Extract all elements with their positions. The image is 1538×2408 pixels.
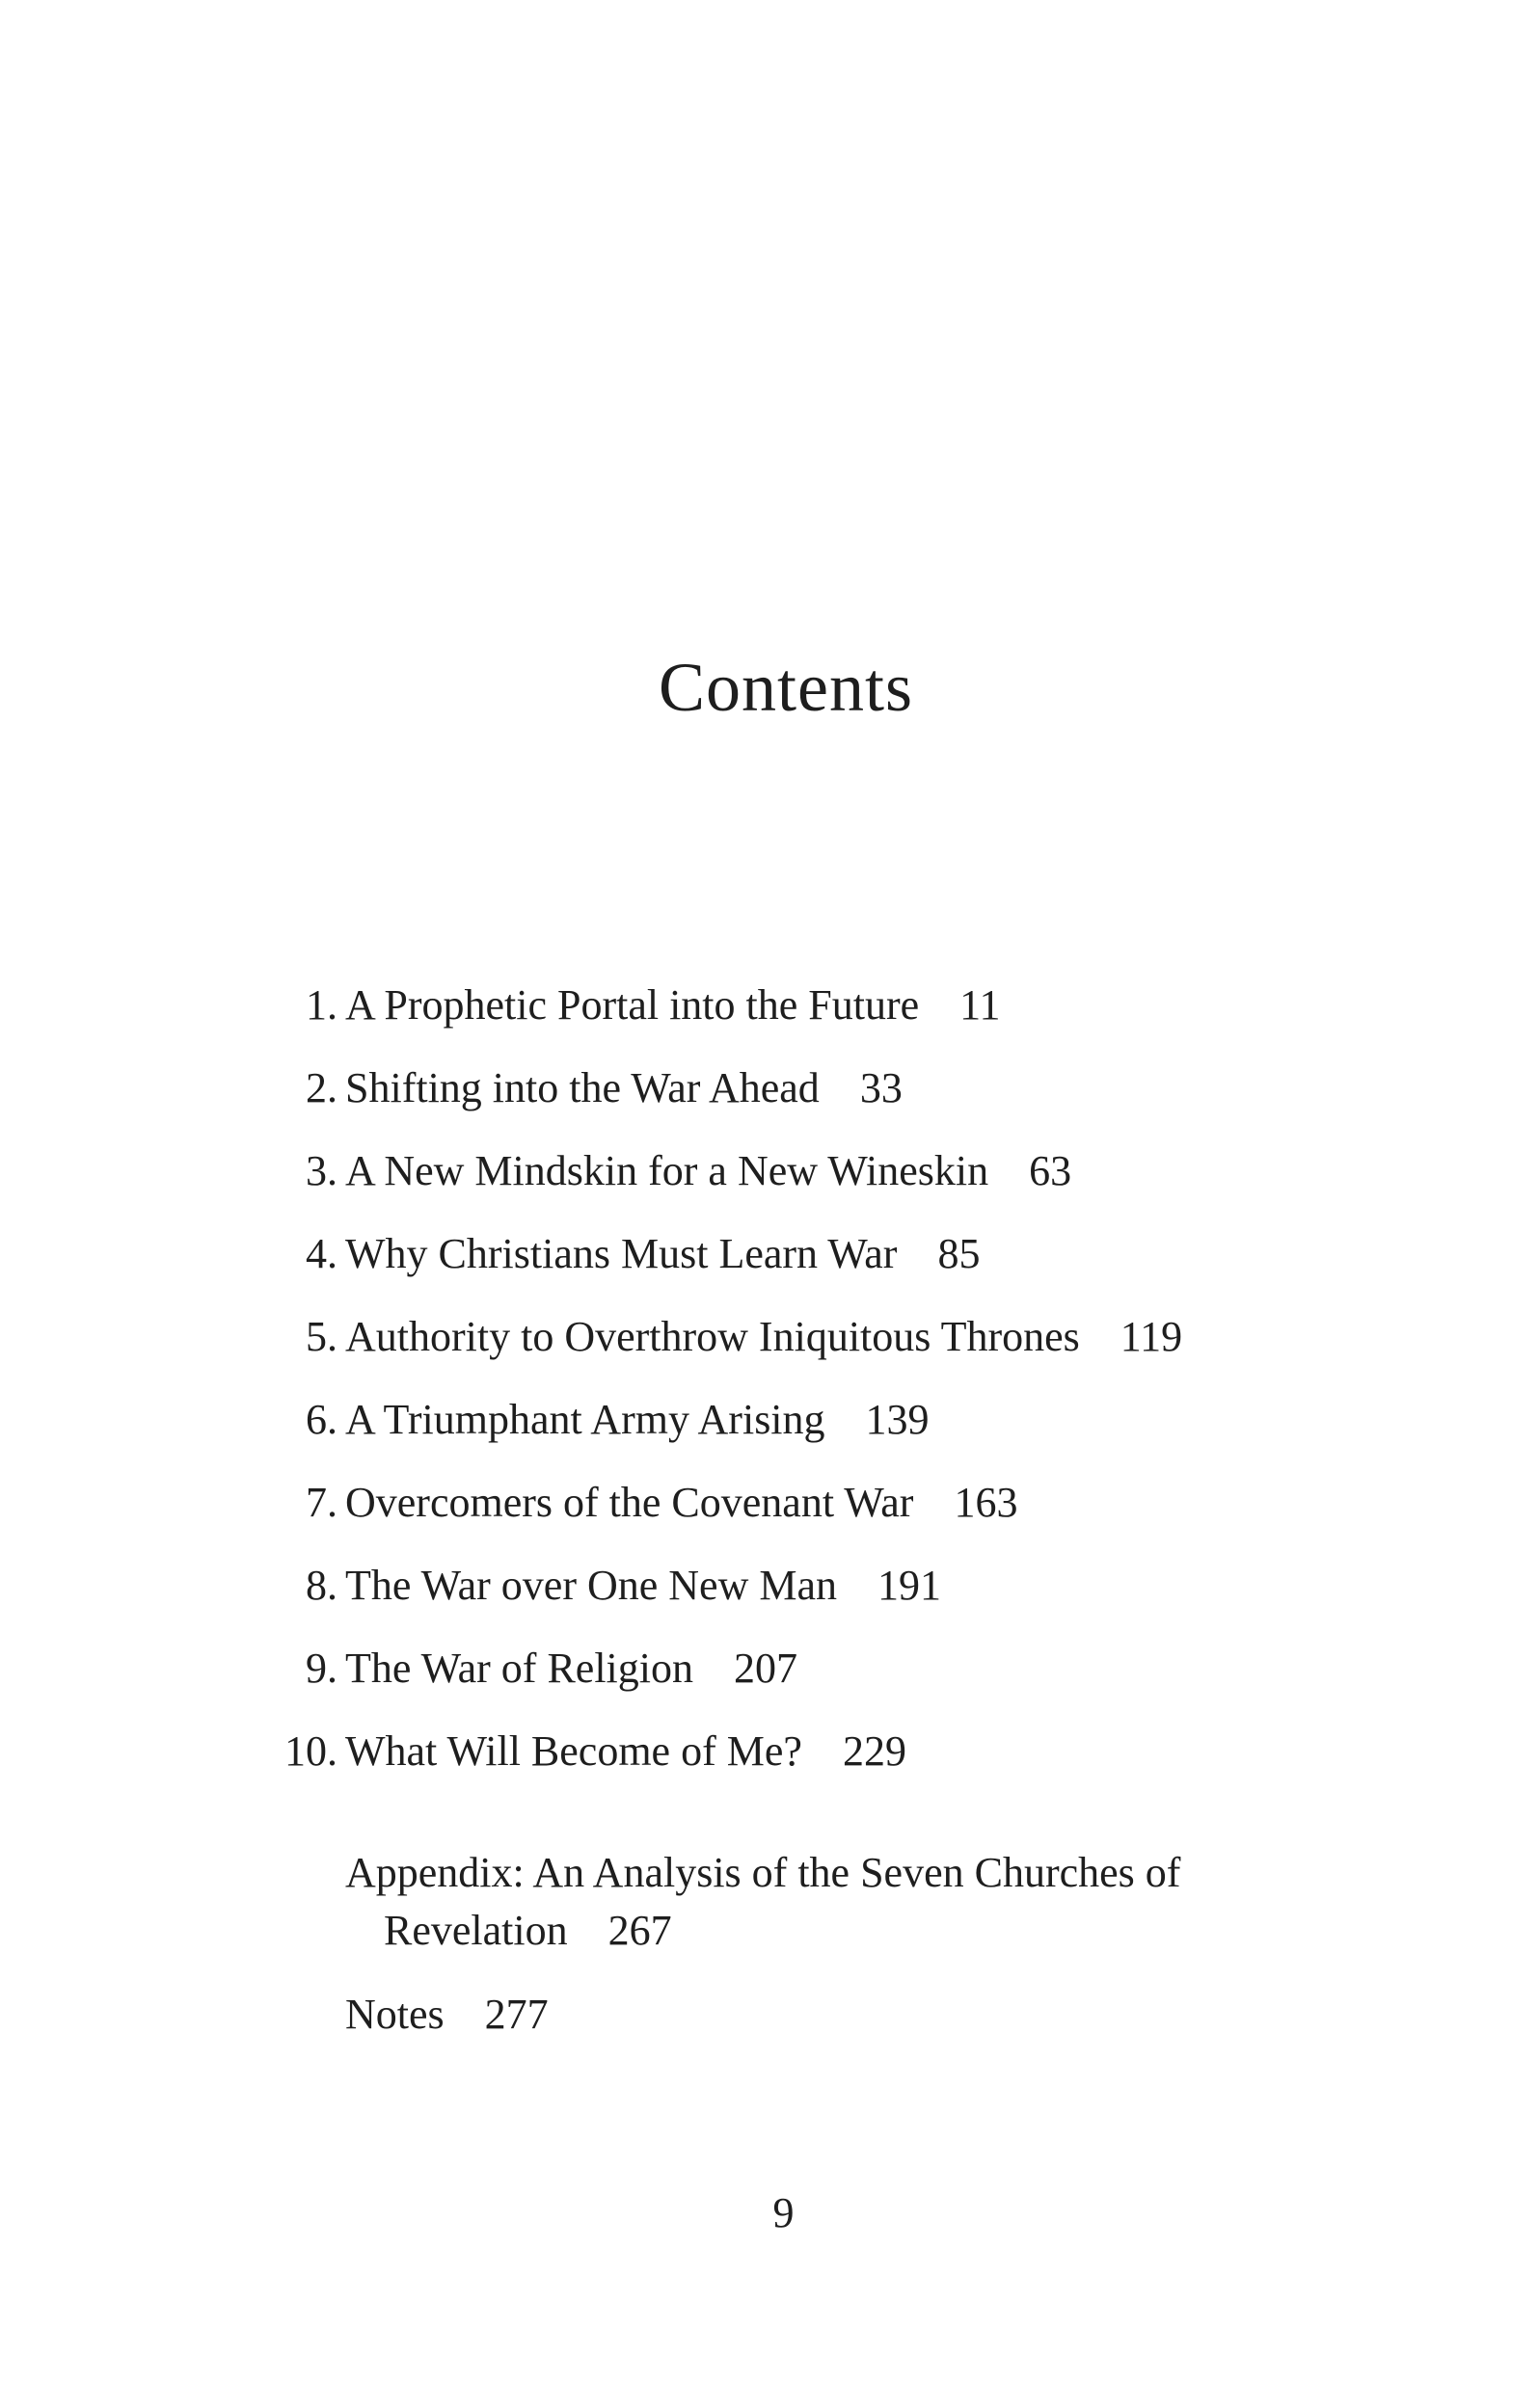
chapter-title-text: Overcomers of the Covenant War [345,1479,914,1526]
toc-entry-10 [0,1720,1538,1803]
toc-entry-6 [0,1388,1538,1471]
chapter-title [345,1139,1071,1203]
chapter-title-text: A New Mindskin for a New Wineskin [345,1147,989,1194]
chapter-title [345,1057,903,1120]
appendix-page-number: 267 [607,1907,672,1954]
chapter-title [345,974,1001,1037]
chapter-page-number: 139 [865,1396,930,1443]
page-number: 9 [772,2189,795,2236]
toc-notes [345,1986,549,2044]
chapter-title [345,1554,941,1618]
chapter-title [345,1637,797,1700]
chapter-page-number: 207 [734,1645,798,1692]
chapter-number: 8. [306,1562,337,1609]
chapter-title [345,1471,1017,1535]
chapter-title-text: Authority to Overthrow Iniquitous Thrones [345,1313,1080,1360]
toc-entry-2 [0,1057,1538,1139]
chapter-page-number: 229 [842,1727,906,1775]
chapter-number: 5. [306,1313,337,1360]
chapter-title [345,1222,980,1286]
appendix-title-line2 [345,1902,1180,1960]
toc-entry-3 [0,1139,1538,1222]
chapter-number: 6. [306,1396,337,1443]
chapter-page-number: 85 [937,1230,981,1277]
chapter-title-text: A Triumphant Army Arising [345,1396,825,1443]
chapter-title [345,1388,930,1452]
chapter-number: 9. [306,1645,337,1692]
appendix-title-line1: Appendix: An Analysis of the Seven Churches of [345,1849,1181,1896]
chapter-page-number: 163 [954,1479,1018,1526]
chapter-page-number: 191 [877,1562,942,1609]
chapter-page-number: 63 [1029,1147,1072,1194]
toc-entry-4 [0,1222,1538,1305]
chapter-title-text: A Prophetic Portal into the Future [345,981,920,1029]
table-of-contents [0,974,1538,1803]
chapter-title-text: What Will Become of Me? [345,1727,802,1775]
chapter-title [345,1720,906,1783]
chapter-page-number: 119 [1120,1313,1183,1360]
toc-entry-1 [0,974,1538,1057]
appendix-title-line2-text: Revelation [384,1907,568,1954]
chapter-number: 10. [284,1727,337,1775]
notes-page-number: 277 [484,1991,549,2038]
toc-entry-8 [0,1554,1538,1637]
chapter-page-number: 33 [859,1064,903,1111]
page-title: Contents [658,649,913,726]
chapter-page-number: 11 [959,981,1001,1029]
notes-title: Notes [345,1991,445,2038]
chapter-title-text: The War of Religion [345,1645,694,1692]
chapter-number: 2. [306,1064,337,1111]
toc-entry-7 [0,1471,1538,1554]
chapter-number: 3. [306,1147,337,1194]
toc-appendix [345,1844,1180,1960]
chapter-title [345,1305,1182,1369]
toc-entry-9 [0,1637,1538,1720]
chapter-title-text: Why Christians Must Learn War [345,1230,898,1277]
toc-entry-5 [0,1305,1538,1388]
chapter-number: 7. [306,1479,337,1526]
chapter-title-text: Shifting into the War Ahead [345,1064,820,1111]
chapter-number: 4. [306,1230,337,1277]
chapter-number: 1. [306,981,337,1029]
chapter-title-text: The War over One New Man [345,1562,838,1609]
